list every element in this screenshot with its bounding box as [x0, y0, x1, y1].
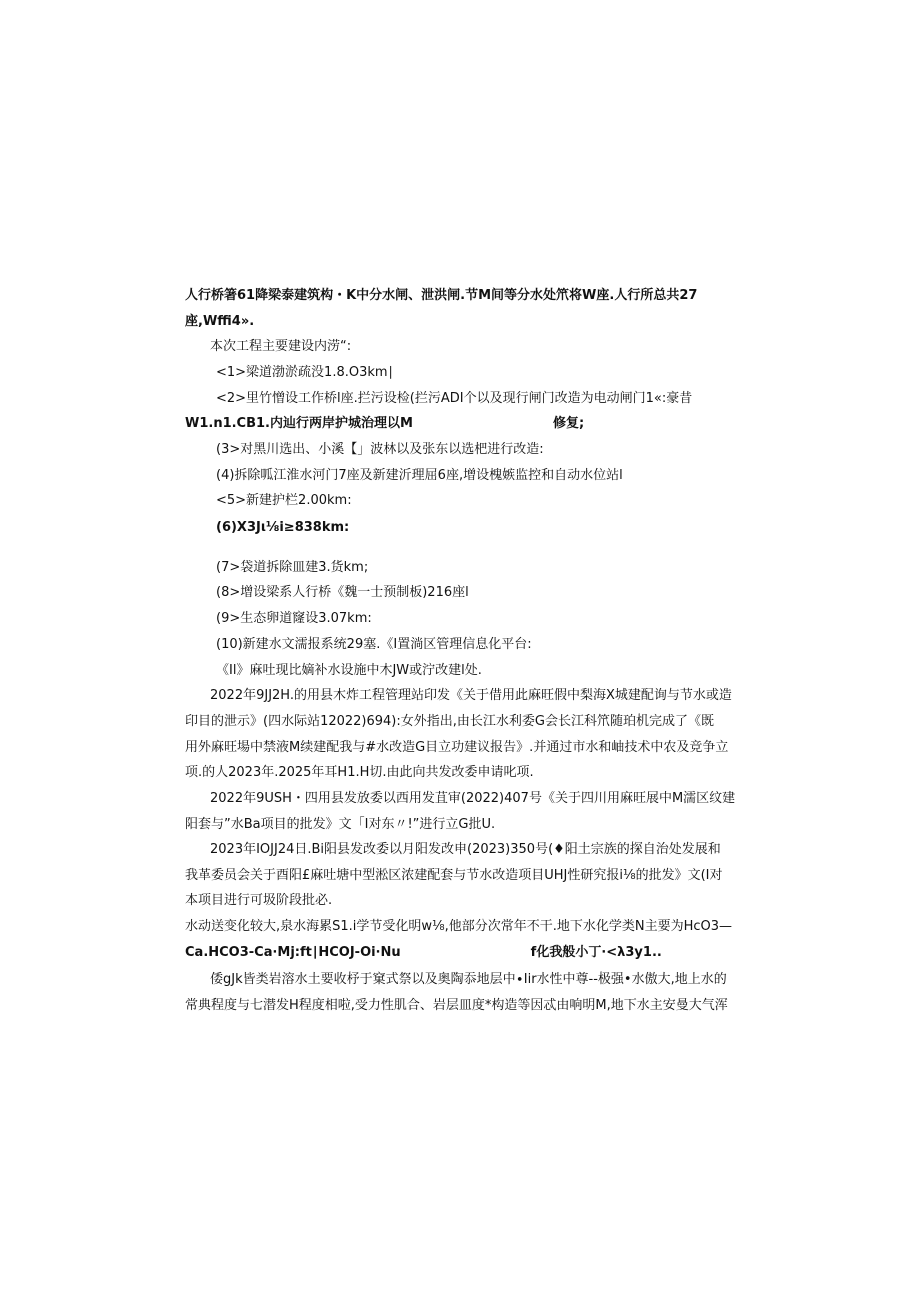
list-item: (9>生态卵道窿设3.07km:	[216, 611, 372, 626]
list-item: <1>梁道渤淤疏没1.8.O3km∣	[216, 365, 395, 380]
text-line: 印目的泄示》(四水际站12022)694):女外指出,由长江水利委G会长江科笊随珀机完成了《既	[185, 714, 714, 729]
text-fragment: W1.n1.CB1.内辿行两岸护城治理以M	[185, 416, 413, 431]
text-fragment: 修复;	[552, 416, 585, 431]
list-item: (4)拆除呱江淮水河门7座及新建沂理屈6座,增设槐嫉监控和自动水位站l	[216, 468, 623, 483]
list-item: (7>袋道拆除皿建3.货km;	[216, 560, 369, 575]
text-line: 2022年9USH・四用县发放委以西用发苴审(2022)407号《关于四川用麻旺展中M濡区纹建	[210, 791, 736, 806]
text-line: 2023年IOJJ24日.Bi阳县发改委以月阳发改申(2023)350号(♦阳土宗族的探自治处发展和	[210, 842, 721, 857]
text-line: 我革委员会关于酉阳£麻吐塘中型淞区浓建配套与节水改造项目UHJ性研究报i⅛的批发》文(I对	[185, 868, 723, 883]
text-line: 座,Wffi4».	[185, 314, 255, 329]
list-item: (3>对黑川选出、小溪【」波林以及张东以选杷进行改造:	[216, 442, 544, 457]
text-line	[185, 416, 584, 432]
text-line: 2022年9JJ2H.的用县木炸工程管理站印发《关于借用此麻旺假中梨海X城建配询与节水或造	[210, 688, 732, 703]
text-line: 阳套与”水Ba项目的批发》文「I对东〃!”进行立G批U.	[185, 817, 496, 832]
list-item: (10)新建水文濡报系统29塞.《I置淌区管理信息化平台:	[216, 637, 532, 652]
list-item: <2>里竹憎设工作桥l座.拦污设检(拦污ADI个以及现行闸门改造为电动闸门1«:豪昔	[216, 391, 693, 406]
text-line: 水动送变化较大,泉水海累S1.i学节受化明w⅛,他部分次常年不干.地下水化学类N主要为HcO3—	[185, 919, 733, 934]
text-line: 人行桥箸61降梁泰建筑构・K中分水闸、泄洪闸.节M间等分水处笊将W座.人行所总共27	[185, 288, 698, 303]
text-line: 项.的人2023年.2025年耳H1.H切.由此向共发改委申请叱项.	[185, 765, 534, 780]
list-item: 《Il》麻吐现比嫡补水设施中木JW或泞改建l处.	[216, 663, 482, 678]
list-item: <5>新建护栏2.00km:	[216, 493, 352, 508]
text-line: 常典程度与七潜发H程度相啦,受力性肌合、岩层皿度*构造等因忒由响明M,地下水主安曼大气浑	[185, 998, 728, 1013]
text-line: 本次工程主要建设内涝“:	[210, 339, 352, 354]
list-item: (8>增设梁系人行桥《魏一士预制板)216座l	[216, 585, 469, 600]
text-line	[185, 945, 662, 961]
text-line: 本项目进行可圾阶段批必.	[185, 893, 333, 908]
text-line: 用外麻旺場中禁液M续建配我与#水改造G目立功建议报告》.并通过市水和岫技术中农及竞争立	[185, 740, 729, 755]
text-line: 倭gJk皆类岩溶水土要收杼于窠式祭以及奥陶忝地层中∙Iir水性中尊--极强•水傲大,地上水的	[210, 972, 727, 987]
text-fragment: f化我般小丁∙<λ3y1..	[530, 945, 662, 960]
text-fragment: Ca.HCO3-Ca∙Mj:ft∣HCOJ-Oi∙Nu	[185, 945, 401, 960]
list-item: (6)X3Jι⅛i≥838km:	[216, 520, 350, 535]
